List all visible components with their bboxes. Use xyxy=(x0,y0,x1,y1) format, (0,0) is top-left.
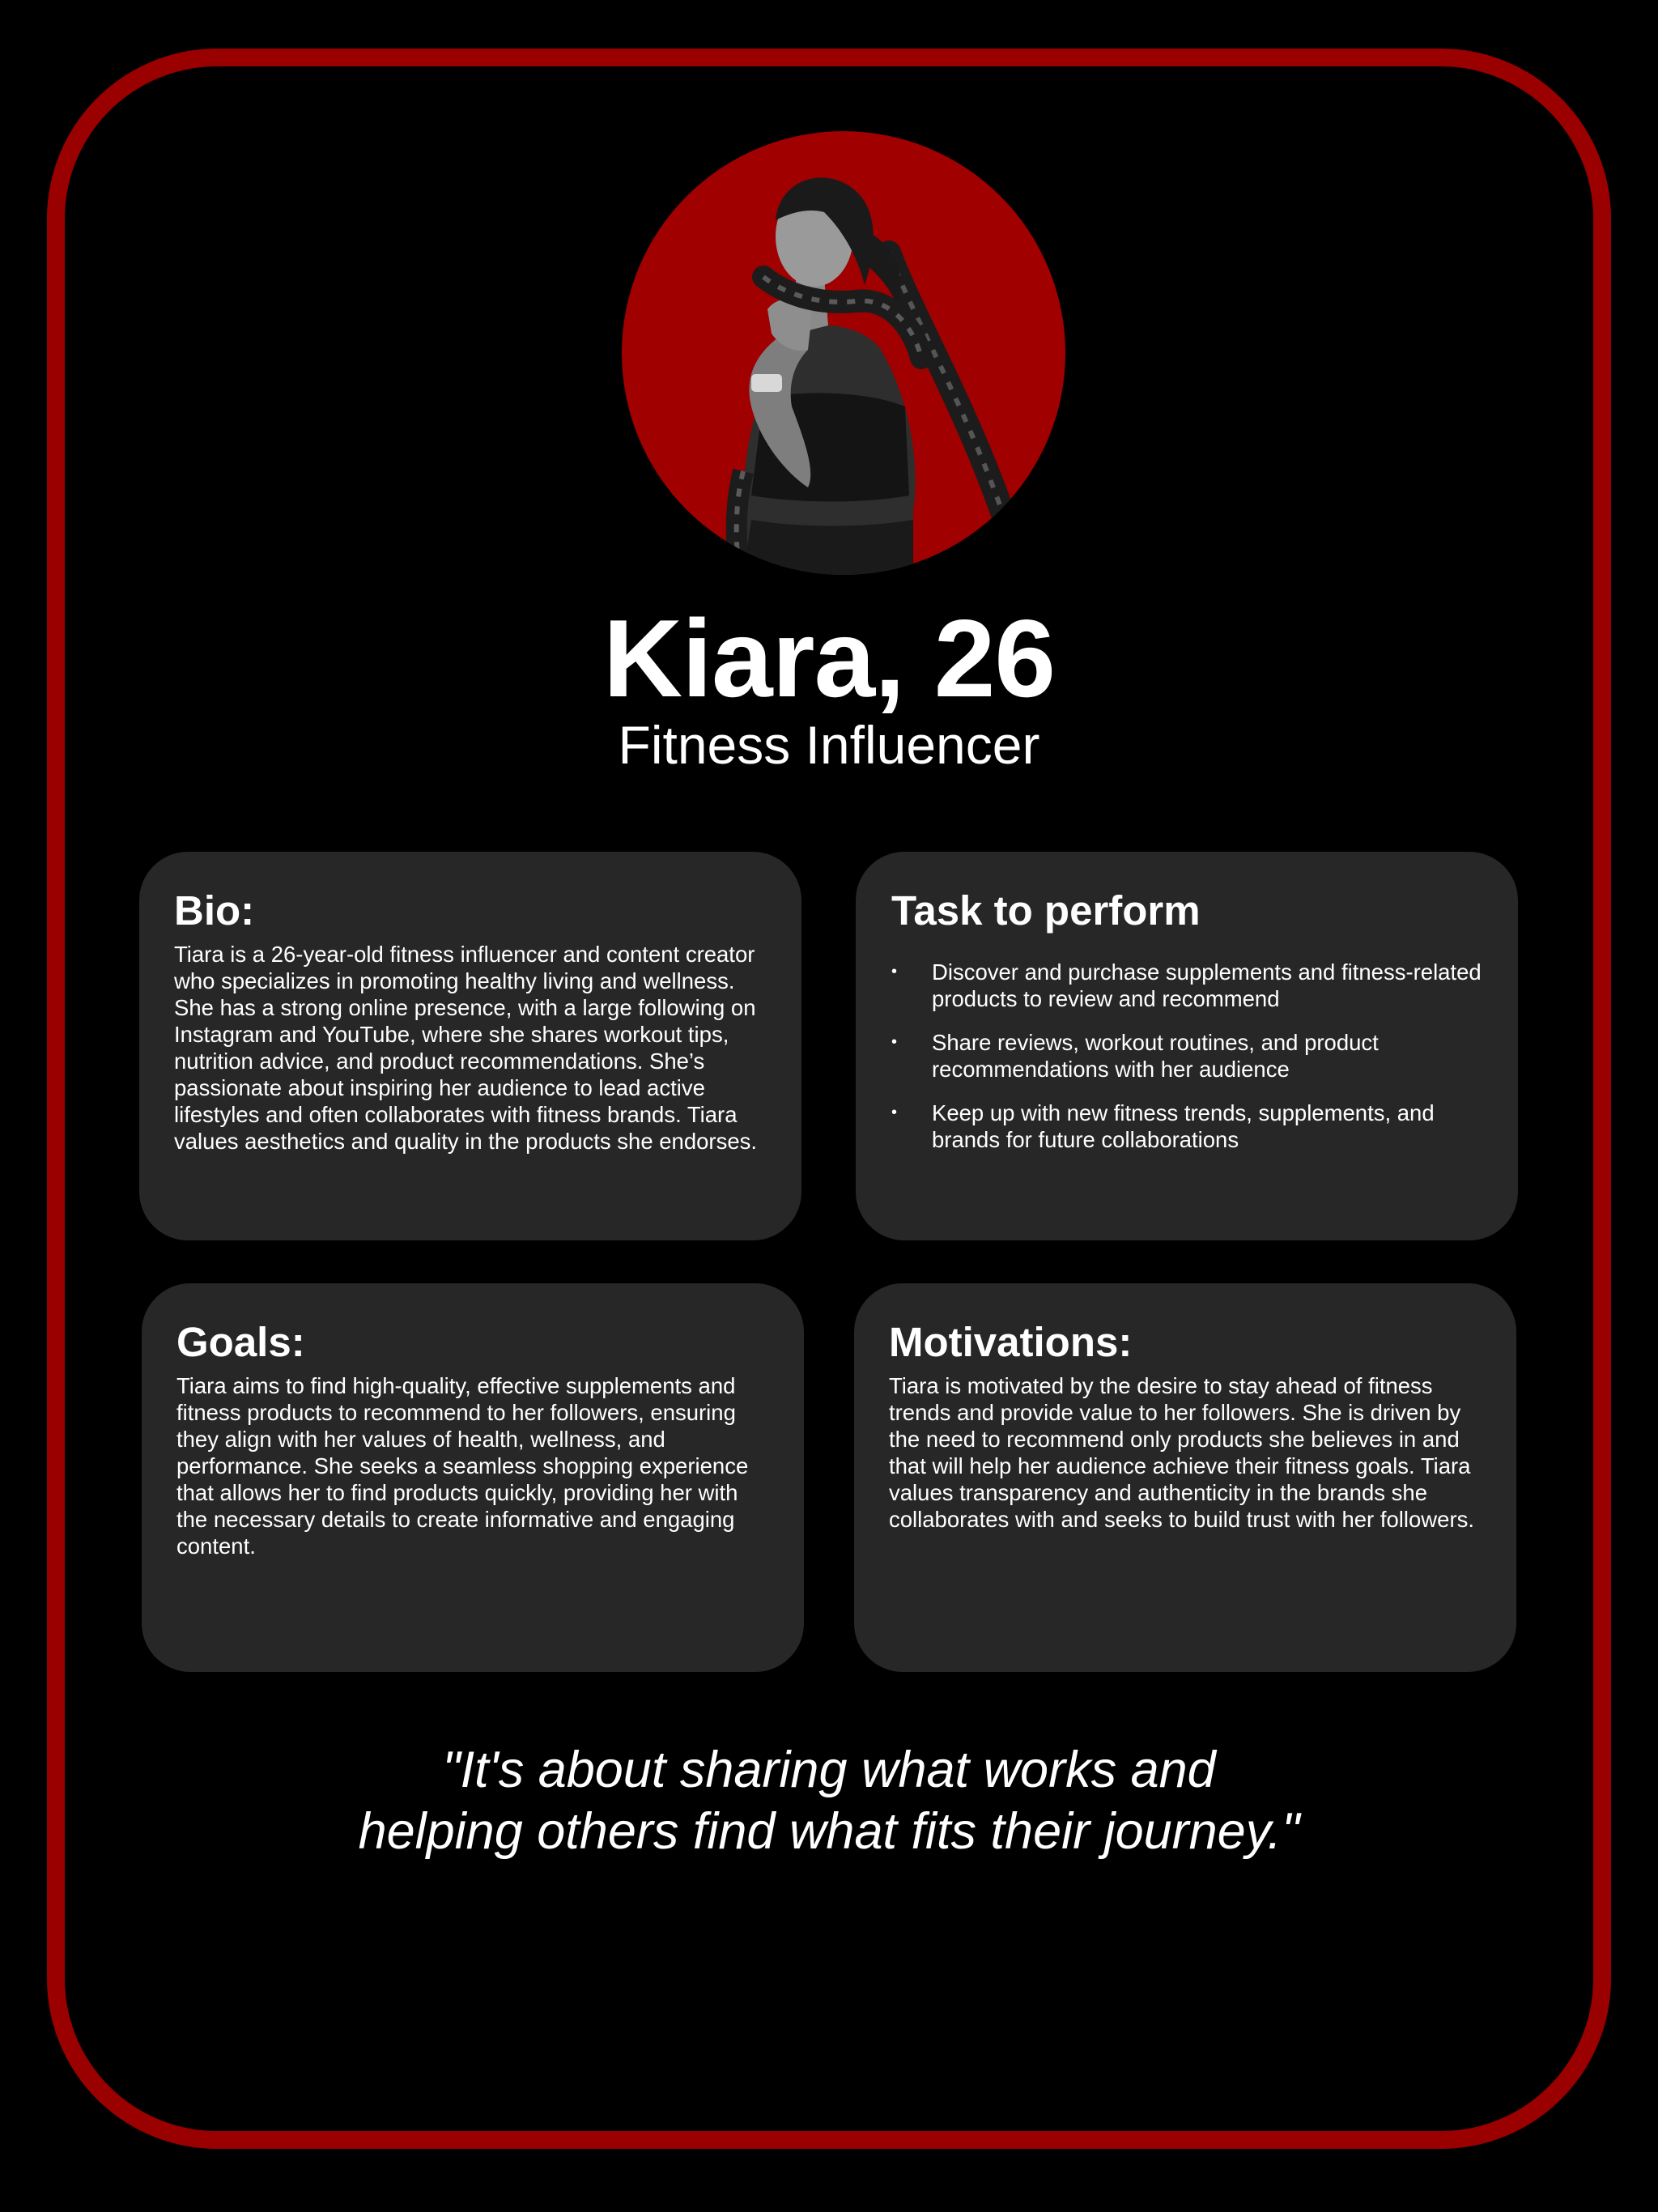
persona-name: Kiara, 26 xyxy=(602,597,1056,720)
bullet-icon: • xyxy=(891,963,898,981)
task-list xyxy=(891,959,1482,1153)
avatar xyxy=(622,131,1065,575)
quote-line-1: "It's about sharing what works and xyxy=(442,1742,1216,1798)
task-item-text: Keep up with new fitness trends, supplements, and brands for future collaborations xyxy=(932,1100,1435,1152)
task-heading: Task to perform xyxy=(891,887,1201,934)
bio-text: Tiara is a 26-year-old fitness influencer and content creator who specializes in promoting healthy living and wellness. She has a strong online presence, with a large following on Instagram and YouTube, where she shares workout tips, nutrition advice, and product recommendations. She’s passionate about inspiring her audience to lead active lifestyles and often collaborates with fitness brands. Tiara values aesthetics and quality in the products she endorses. xyxy=(174,942,758,1154)
list-item xyxy=(891,959,1482,1012)
bio-card xyxy=(139,852,801,1240)
bullet-icon: • xyxy=(891,1033,898,1051)
goals-card xyxy=(142,1283,804,1672)
quote-line-2: helping others find what fits their journey." xyxy=(358,1803,1300,1860)
portrait-photo-icon xyxy=(622,131,1065,575)
task-item-text: Discover and purchase supplements and fitness-related products to review and recommend xyxy=(932,959,1482,1011)
motivations-heading: Motivations: xyxy=(889,1319,1133,1365)
persona-quote xyxy=(0,1739,1658,1862)
goals-heading: Goals: xyxy=(176,1319,305,1365)
list-item xyxy=(891,1100,1482,1153)
task-item-text: Share reviews, workout routines, and product recommendations with her audience xyxy=(932,1030,1379,1082)
persona-role: Fitness Influencer xyxy=(618,715,1040,775)
goals-text: Tiara aims to find high-quality, effective supplements and fitness products to recommend to her followers, ensuring they align with her values of health, wellness, and performance. She seeks a seamless shopping experience that allows her to find products quickly, providing her with the necessary details to create informative and engaging content. xyxy=(176,1373,749,1559)
task-card xyxy=(856,852,1518,1240)
motivations-card xyxy=(854,1283,1516,1672)
motivations-text: Tiara is motivated by the desire to stay ahead of fitness trends and provide value to her followers. She is driven by the need to recommend only products she believes in and that will help her audience achieve their fitness goals. Tiara values transparency and authenticity in the brands she collaborates with and seeks to build trust with her followers. xyxy=(889,1373,1474,1532)
bullet-icon: • xyxy=(891,1104,898,1121)
list-item xyxy=(891,1029,1482,1083)
bio-heading: Bio: xyxy=(174,887,255,934)
